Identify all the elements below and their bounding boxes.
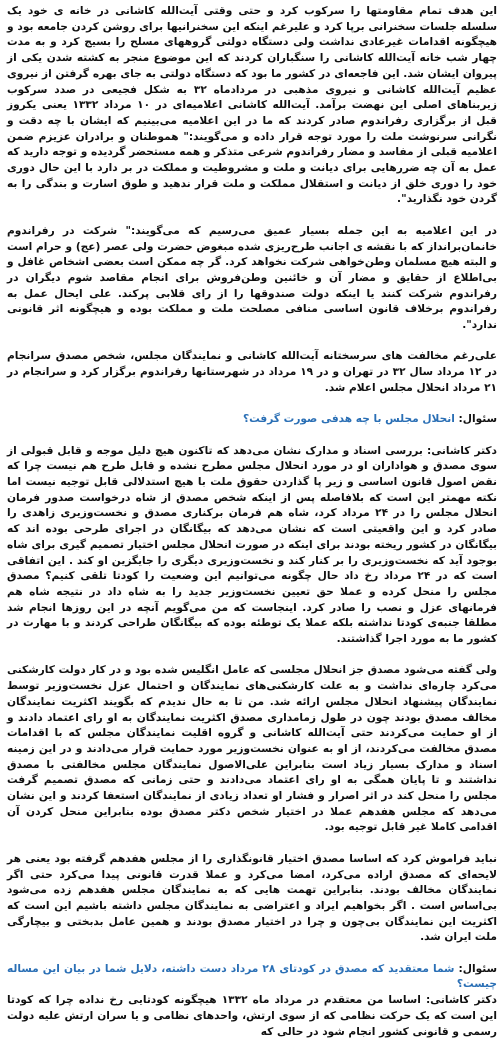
paragraph-kashani-speeches: این هدف تمام مقاومتها را سرکوب کرد و حتی وقتی آیت‌الله کاشانی در خانه ی خود یک سلسله جلسات سخنرانی برپا کرد و علیرغم اینکه این سخنرانیها برای روشن کردن جامعه بود و هیچگونه اقدامات غیرعادی نداشت ولی دستگاه دولتی گروههای مسلح را بسیج کرد و به مدت چهار شب خانه آیت‌الله کاشانی را سنگباران کردند که این موضوع منجر به کشته شدن یکی از پیروان ایشان شد. این فاجعه‌ای در کشور ما بود که دستگاه دولتی به جای بهره گرفتن از نیروی عظیم آیت‌الله کاشانی و نیروی مذهبی در مردادماه ۳۲ به شکل فجیعی در صدد سرکوب زیربناهای اصلی این نهضت برآمد. آیت‌الله کاشانی اعلامیه‌ای در ۱۰ مرداد ۱۳۳۲ یعنی یکروز قبل از برگزاری رفراندوم صادر کردند که ما در این اعلامیه می‌بینیم که ایشان با چه دقت و نگرانی سرنوشت ملت را مورد توجه قرار داده و می‌گویند:" هموطنان و برادران عزیزم ضمن اعلامیه قبلی از مفاسد و مضار رفراندوم شرعی متذکر و همه مستحضر گردیده و توجه دارید که عمل به آن چه ضررهایی برای دیانت و ملت و مشروطیت و مملکت در بر دارد با این حال دوری خود را دوری خلق از دیانت و استقلال مملکت و ملت قرار ندهید و طوق اسارت و بندگی را به گردن خود نگذارید". bbox=[7, 5, 498, 206]
answer-2 bbox=[7, 993, 497, 1040]
question-2 bbox=[7, 962, 497, 993]
paragraph-referendum-declaration: در این اعلامیه به این جمله بسیار عمیق می‌رسیم که می‌گویند:" شرکت در رفراندوم خانمان‌برانداز که با نقشه ی اجانب طرح‌ریزی شده مبغوض حضرت ولی عصر (عج) و حرام است و البته هیچ مسلمان وطن‌خواهی شرکت نخواهد کرد. گر چه ممکن است بعضی اشخاص غافل و بی‌اطلاع از حقایق و مضار آن و خائنین وطن‌فروش برای انجام مقاصد شوم دیگران در رفراندوم شرکت کنند یا اینکه دولت صندوقها را از رای قلابی پرکند. علی ایحال عمل به رفراندوم برخلاف قانون اساسی منافی مصلحت ملت و مملکت بوده و هیچگونه اثر قانونی ندارد". bbox=[7, 224, 497, 332]
answer-1-prefix: دکتر کاشانی: bbox=[426, 444, 497, 457]
answer-1-text: بررسی اسناد و مدارک نشان می‌دهد که تاکنون هیچ دلیل موجه و قابل قبولی از سوی مصدق و هواداران او در مورد انحلال مجلس مطرح نشده و قابل طرح هم نیست چرا که نقض اصول قانون اساسی و زیر پا گذاردن حقوق ملت با هیچ استدلالی قابل توجیه نیست اما نکته مهمتر این است که بلافاصله پس از اینکه شخص مصدق از شاه درخواست صدور فرمان انحلال مجلس را در ۲۴ مرداد کرد، شاه هم فرمان برکناری مصدق و نخست‌وزیری زاهدی را صادر کرد و این واقعیتی است که نشان می‌دهد که بیگانگان در اجرای طرحی بوده اند که بیگانگان در کشور ریخته بودند برای اینکه در صورت انحلال مجلس اختیار تصمیم گیری برای شاه بوجود آید که نخست‌وزیری را بر کنار کند و نخست‌وزیری دیگری را جایگزین او کند . این اتفاقی است که در ۲۴ مرداد رخ داد حال چگونه می‌توانیم این وضعیت را کودتا تلقی کنیم؟ مصدق مجلس را منحل کرده و عملا حق تعیین نخست‌وزیر جدید را به شاه داد در نتیجه شاه هم فرمانهای عزل و نصب را صادر کرد. اینجاست که من می‌گویم آنچه در این روزها انجام شد مطلقا جنبه‌ی کودتا نداشته بلکه عملا یک توطئه بوده که بیگانگان طراحی کردند و با مهارت در کشور ما به مورد اجرا گذاشتند. bbox=[7, 444, 497, 646]
answer-1 bbox=[7, 444, 497, 648]
paragraph-legislative-authority: نباید فراموش کرد که اساسا مصدق اختیار قانونگذاری را از مجلس هفدهم گرفته بود یعنی هر لایحه‌ای که مصدق اراده می‌کرد، امضا می‌کرد و عملا قدرت قانونی پیدا می‌کرد حتی اگر نمایندگان مخالف بودند. بنابراین تهمت هایی که به نمایندگان مجلس هفدهم زده می‌شود بی‌اساس است . اگر بخواهیم ایراد و اعتراضی به نمایندگان مجلس داشته باشیم این است که اکثریت این نمایندگان بی‌چون و چرا در اختیار مصدق بودند و همین عامل بدبختی و بیچارگی ملت ایران شد. bbox=[7, 852, 497, 944]
answer-2-text: اساسا من معتقدم در مرداد ماه ۱۳۳۲ هیچگونه کودتایی رخ نداده چرا که کودتا این است که یک حرکت نظامی که از سوی ارتش، واحدهای نظامی و یا سران ارتش علیه دولت رسمی و قانونی کشور انجام شود در حالی که bbox=[7, 994, 497, 1038]
question-2-text: شما معتقدید که مصدق در کودتای ۲۸ مرداد دست داشته، دلایل شما در بیان این مساله چیست؟ bbox=[7, 962, 497, 991]
paragraph-parliament-dissolution: علی‌رغم مخالفت های سرسختانه آیت‌الله کاشانی و نمایندگان مجلس، شخص مصدق سرانجام در ۱۲ مرداد سال ۳۲ در تهران و در ۱۹ مرداد در شهرستانها رفراندوم برگزار کرد و سرانجام در ۲۱ مرداد انحلال مجلس اعلام شد. bbox=[7, 350, 497, 394]
answer-2-prefix: دکتر کاشانی: bbox=[425, 994, 497, 1007]
question-1-text: انحلال مجلس با چه هدفی صورت گرفت؟ bbox=[242, 413, 455, 426]
paragraph-mosaddegh-majority: ولی گفته می‌شود مصدق جز انحلال مجلسی که عامل انگلیس شده بود و در کار دولت کارشکنی می‌کرد چاره‌ای نداشت و به علت کارشکنی‌های نمایندگان و احتمال عزل نخست‌وزیر توسط نمایندگان پیشنهاد انحلال مجلس ارائه شد. من تا به حال ندیدم که بگویند اکثریت نمایندگان مخالف مصدق بودند چون در طول زمامداری مصدق اکثریت نمایندگان به او رای اعتماد دادند و از او حمایت می‌کردند حتی آیت‌الله کاشانی و گروه اقلیت نمایندگان مجلس که با اقدامات مصدق مخالفت می‌کردند، از او به عنوان نخست‌وزیر مورد حمایت قرار می‌دادند و در این زمینه اسناد و مدارک بسیار زیاد است بنابراین علی‌الاصول نمایندگان مجلس مخالفتی با مصدق نداشتند و تا پایان همگی به او رای اعتماد می‌دادند و حتی زمانی که مصدق تصمیم گرفت مجلس را منحل کند در اثر اصرار و فشار او تعداد زیادی از نمایندگان استعفا کردند و این نشان می‌دهد که مجلس هفدهم عملا در اختیار شخص دکتر مصدق بوده بنابراین منحل کردن آن اقدامی کاملا غیر قابل توجیه بود. bbox=[7, 664, 497, 834]
question-2-prefix: سئوال: bbox=[458, 962, 497, 975]
question-1 bbox=[7, 412, 497, 428]
question-1-prefix: سئوال: bbox=[458, 413, 497, 426]
